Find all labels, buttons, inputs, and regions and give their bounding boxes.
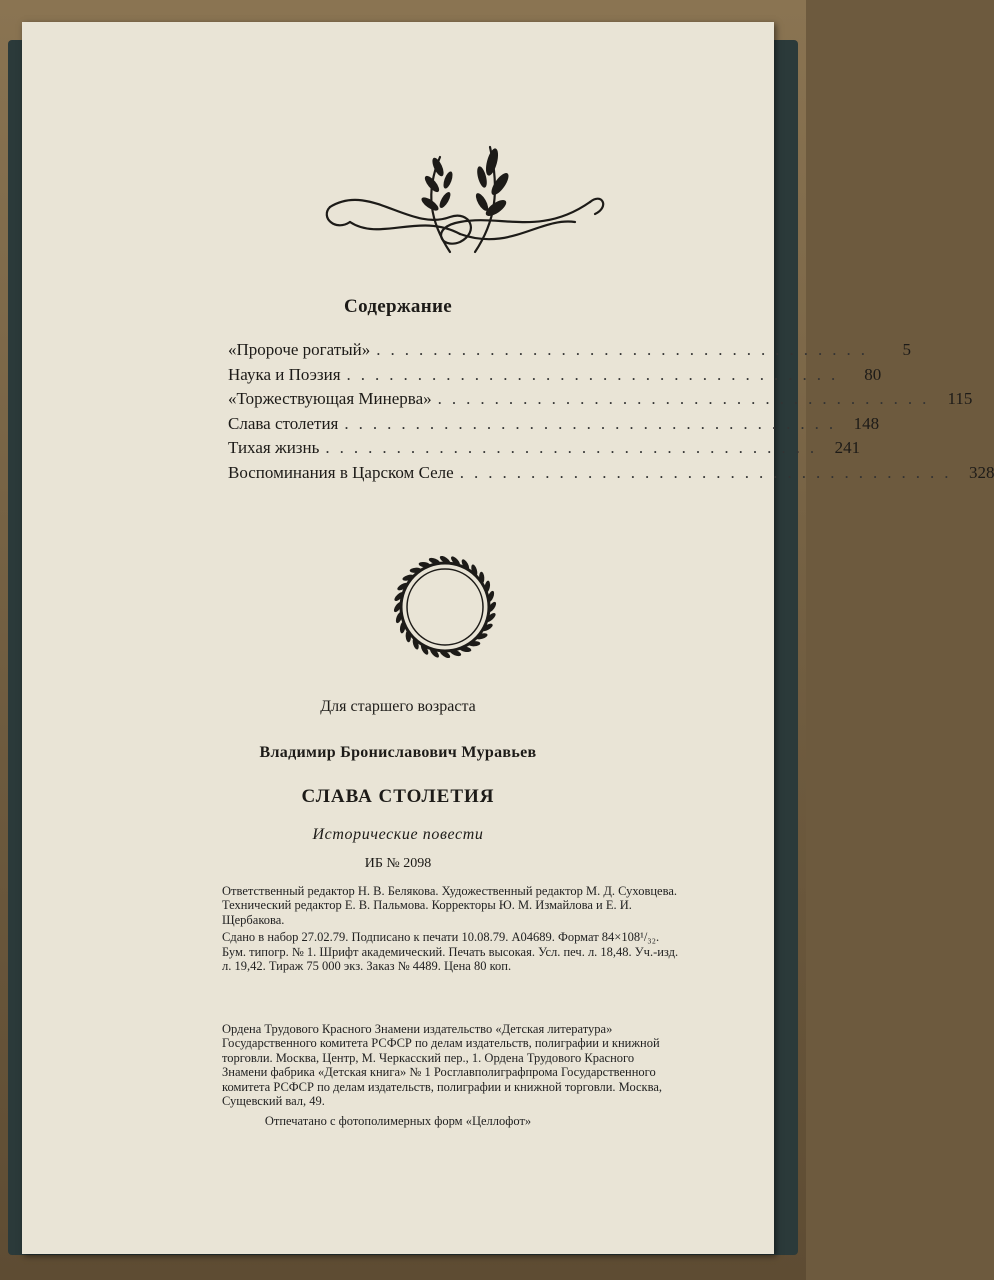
toc-entry-page: 5 <box>902 340 911 359</box>
book-page <box>22 22 994 1254</box>
toc-entry[interactable] <box>228 389 973 414</box>
toc-entry[interactable] <box>228 438 861 463</box>
credits-text: Ответственный редактор Н. В. Белякова. Художественный редактор М. Д. Суховцева. Технический редактор Е. В. Пальмова. Корректоры Ю. М. Измайлова и Е. И. Щербакова. <box>222 884 677 927</box>
publisher-info: Ордена Трудового Красного Знамени издательство «Детская литература» Государственного комитета РСФСР по делам издательств, полиграфии и книжной торговли. Москва, Центр, М. Черкасский пер., 1. Ордена Трудового Красного Знамени фабрика «Детская книга» № 1 Росглавполиграфпрома Государственного комитета РСФСР по делам издательств, полиграфии и книжной торговли. Москва, Сущевский вал, 49. <box>222 1022 663 1109</box>
printed-from-note: Отпечатано с фотополимерных форм «Целлофот» <box>264 1114 532 1128</box>
age-group-label: Для старшего возраста <box>320 698 476 715</box>
toc-entry-page: 115 <box>947 389 973 408</box>
print-info-text: Сдано в набор 27.02.79. Подписано к печати 10.08.79. А04689. Формат 84×108¹/₃₂. Бум. типогр. № 1. Шрифт академический. Печать высокая. Усл. печ. л. 18,48. Уч.-изд. л. 19,42. Тираж 75 000 экз. Заказ № 4489. Цена 80 коп. <box>222 930 679 974</box>
toc-entry-page: 241 <box>834 438 861 457</box>
toc-entry-title: Воспоминания в Царском Селе <box>228 462 454 482</box>
toc-entry-page: 148 <box>853 413 880 433</box>
toc-entry[interactable] <box>228 340 911 365</box>
editorial-credits <box>222 884 682 976</box>
ib-number: ИБ № 2098 <box>364 856 432 871</box>
book-subtitle: Исторические повести <box>312 826 484 843</box>
toc-leader-dots: ................................... <box>376 340 875 359</box>
toc-entry-title: Наука и Поэзия <box>228 364 341 384</box>
toc-entry-page: 328 <box>968 462 994 482</box>
toc-entry-title: Тихая жизнь <box>228 438 320 457</box>
author-name: Владимир Брониславович Муравьев <box>259 744 537 761</box>
toc-leader-dots: ................................... <box>459 462 959 482</box>
toc-heading: Содержание <box>344 296 452 317</box>
toc-leader-dots: ................................... <box>437 389 937 408</box>
laurel-ribbon-ornament-icon <box>310 122 610 272</box>
table-of-contents <box>228 340 994 487</box>
toc-leader-dots: ................................... <box>344 413 844 433</box>
toc-entry[interactable] <box>228 413 880 439</box>
toc-entry[interactable] <box>228 462 994 488</box>
toc-entry-title: Слава столетия <box>228 413 339 433</box>
laurel-wreath-icon <box>385 547 505 667</box>
toc-leader-dots: ................................... <box>325 438 825 457</box>
toc-entry-page: 80 <box>864 364 882 384</box>
book-title: СЛАВА СТОЛЕТИЯ <box>301 786 495 807</box>
toc-entry[interactable] <box>228 364 882 390</box>
toc-entry-title: «Пророче рогатый» <box>228 340 371 359</box>
toc-entry-title: «Торжествующая Минерва» <box>228 389 432 408</box>
toc-leader-dots: ................................... <box>346 364 846 384</box>
